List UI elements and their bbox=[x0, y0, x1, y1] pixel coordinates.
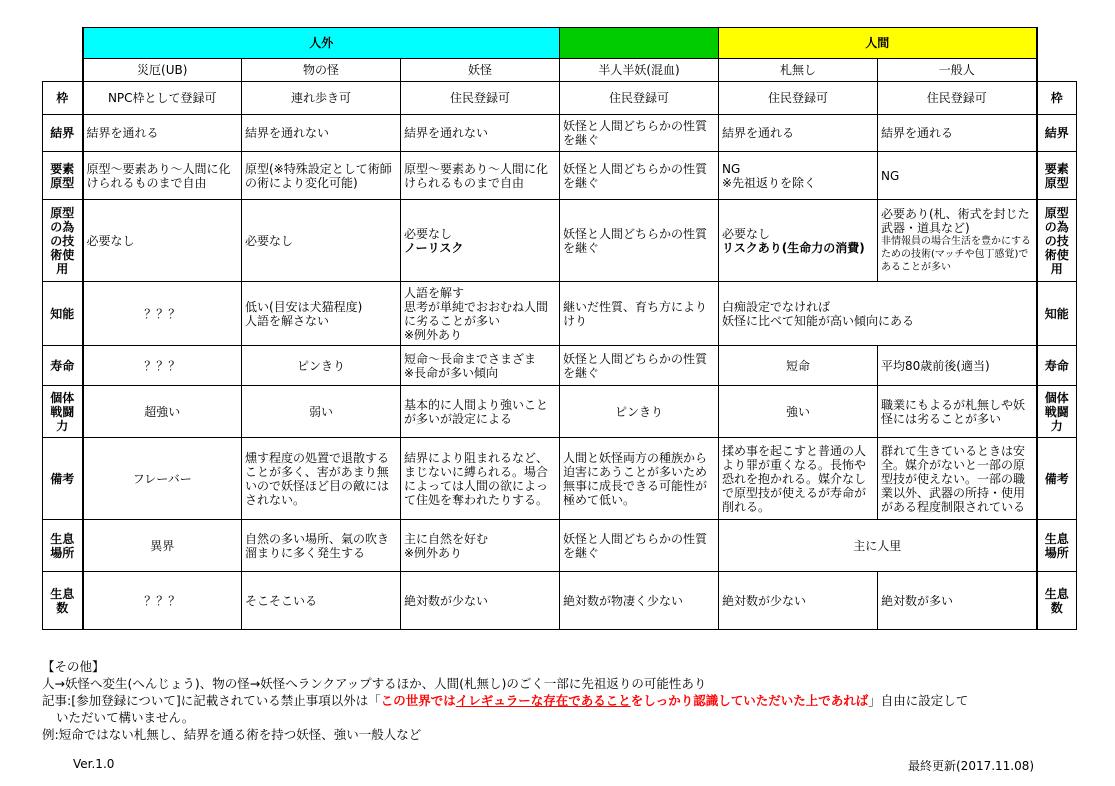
column-header-row bbox=[43, 59, 1077, 82]
cell: 職業にもよるが札無しや妖怪には劣ることが多い bbox=[878, 386, 1037, 438]
row-seisoku bbox=[43, 520, 1077, 572]
cell: 絶対数が物凄く少ない bbox=[560, 572, 719, 630]
row-label-kekkai-right: 結界 bbox=[1037, 115, 1077, 152]
cell-line: 主に自然を好む bbox=[404, 531, 489, 546]
version-label: Ver.1.0 bbox=[73, 757, 115, 771]
notes-warning: をしっかり認識していただいた上であれば bbox=[630, 693, 869, 708]
notes-line: いただいて構いません。 bbox=[56, 710, 195, 725]
cell: ピンきり bbox=[560, 386, 719, 438]
cell: 住民登録可 bbox=[719, 82, 878, 115]
notes-heading: 【その他】 bbox=[42, 659, 105, 674]
cell-line: ※例外あり bbox=[404, 327, 463, 342]
cell: ピンきり bbox=[242, 346, 401, 386]
cell-ippan-gijutsu bbox=[878, 200, 1037, 282]
row-label-sentou-left: 個体戦闘力 bbox=[43, 386, 83, 438]
cell-line: 妖怪に比べて知能が高い傾向にある bbox=[722, 313, 915, 328]
cell-note: ※先祖返りを除く bbox=[722, 175, 817, 190]
cell-bold: リスクあり(生命力の消費) bbox=[722, 240, 865, 255]
cell: 強い bbox=[719, 386, 878, 438]
cell-fudanashi-genkei bbox=[719, 152, 878, 200]
row-label-jumyou-left: 寿命 bbox=[43, 346, 83, 386]
row-label-kazu-right: 生息数 bbox=[1037, 572, 1077, 630]
cell: 結界を通れない bbox=[242, 115, 401, 152]
cell: 主に人里 bbox=[719, 520, 1037, 572]
row-label-bikou-right: 備考 bbox=[1037, 438, 1077, 520]
cell: 必要なし bbox=[83, 200, 242, 282]
row-label-waku-right: 枠 bbox=[1037, 82, 1077, 115]
notes-warning-underlined: イレギュラーな存在であること bbox=[455, 693, 631, 708]
cell: 絶対数が少ない bbox=[719, 572, 878, 630]
row-kazu bbox=[43, 572, 1077, 630]
cell-human-chinou bbox=[719, 282, 1037, 346]
cell: 群れて生きているときは安全。媒介がないと一部の原型技が使えない。一部の職業以外、武器の所持・使用がある程度制限されている bbox=[878, 438, 1037, 520]
species-table bbox=[42, 27, 1077, 630]
cell: 結界を通れる bbox=[83, 115, 242, 152]
cell: 妖怪と人間どちらかの性質を継ぐ bbox=[560, 152, 719, 200]
notes-warning: この世界では bbox=[380, 693, 456, 708]
col-mononoke: 物の怪 bbox=[242, 59, 401, 82]
row-genkei bbox=[43, 152, 1077, 200]
cell: 揉め事を起こすと普通の人より罪が重くなる。長怖や恐れを抱かれる。媒介なしで原型技が使えるが寿命が削れる。 bbox=[719, 438, 878, 520]
cell-youkai-seisoku bbox=[401, 520, 560, 572]
notes-text: 記事:[参加登録について]に記載されている禁止事項以外は「 bbox=[42, 693, 381, 708]
cell: 自然の多い場所、氣の吹き溜まりに多く発生する bbox=[242, 520, 401, 572]
cell-mononoke-chinou bbox=[242, 282, 401, 346]
cell: 住民登録可 bbox=[401, 82, 560, 115]
cell: 絶対数が少ない bbox=[401, 572, 560, 630]
cell-line: NG bbox=[722, 161, 741, 176]
cell-bold: ノーリスク bbox=[404, 240, 464, 255]
row-label-bikou-left: 備考 bbox=[43, 438, 83, 520]
row-label-genkei-left: 要素原型 bbox=[43, 152, 83, 200]
row-label-chinou-right: 知能 bbox=[1037, 282, 1077, 346]
notes-line: 例:短命ではない札無し、結界を通る術を持つ妖怪、強い一般人など bbox=[42, 727, 422, 742]
col-ippan: 一般人 bbox=[878, 59, 1037, 82]
cell: NG bbox=[878, 152, 1037, 200]
row-label-gijutsu-right: 原型の為の技術使用 bbox=[1037, 200, 1077, 282]
cell-line: ※長命が多い傾向 bbox=[404, 365, 499, 380]
row-kekkai bbox=[43, 115, 1077, 152]
cell: 住民登録可 bbox=[560, 82, 719, 115]
cell: ？？？ bbox=[83, 346, 242, 386]
cell: 異界 bbox=[83, 520, 242, 572]
cell-line: 必要あり(札、術式を封じた武器・道具など) bbox=[881, 207, 1030, 235]
row-label-seisoku-left: 生息場所 bbox=[43, 520, 83, 572]
notes-line bbox=[42, 692, 1072, 709]
cell: 結界により阻まれるなど、まじないに縛られる。場合によっては人間の欲によって住処を奪われたりする。 bbox=[401, 438, 560, 520]
row-label-chinou-left: 知能 bbox=[43, 282, 83, 346]
row-label-sentou-right: 個体戦闘力 bbox=[1037, 386, 1077, 438]
col-hanjin: 半人半妖(混血) bbox=[560, 59, 719, 82]
cell-youkai-jumyou bbox=[401, 346, 560, 386]
cell: 超強い bbox=[83, 386, 242, 438]
cell: 短命 bbox=[719, 346, 878, 386]
row-chinou bbox=[43, 282, 1077, 346]
cell: 継いだ性質、育ち方によりけり bbox=[560, 282, 719, 346]
cell: ？？？ bbox=[83, 572, 242, 630]
cell: 妖怪と人間どちらかの性質を継ぐ bbox=[560, 115, 719, 152]
row-sentou bbox=[43, 386, 1077, 438]
cell: 結界を通れる bbox=[719, 115, 878, 152]
cell-small: 非情報員の場合生活を豊かにするための技術(マッチや包丁感覚)であることが多い bbox=[881, 236, 1031, 273]
cell: 基本的に人間より強いことが多いが設定による bbox=[401, 386, 560, 438]
cell-youkai-gijutsu bbox=[401, 200, 560, 282]
cell-line: 低い(目安は犬猫程度) bbox=[245, 299, 363, 314]
cell: 必要なし bbox=[242, 200, 401, 282]
col-youkai: 妖怪 bbox=[401, 59, 560, 82]
row-label-waku-left: 枠 bbox=[43, 82, 83, 115]
cell: 住民登録可 bbox=[878, 82, 1037, 115]
cell: 妖怪と人間どちらかの性質を継ぐ bbox=[560, 200, 719, 282]
cell: 絶対数が多い bbox=[878, 572, 1037, 630]
row-label-kazu-left: 生息数 bbox=[43, 572, 83, 630]
cell: 結界を通れない bbox=[401, 115, 560, 152]
cell: そこそこいる bbox=[242, 572, 401, 630]
group-ningen: 人間 bbox=[719, 28, 1037, 59]
group-youkai: 人外 bbox=[83, 28, 560, 59]
row-label-seisoku-right: 生息場所 bbox=[1037, 520, 1077, 572]
cell-line: 人語を解さない bbox=[245, 313, 330, 328]
cell-line: 白痴設定でなければ bbox=[722, 299, 831, 314]
row-waku bbox=[43, 82, 1077, 115]
notes-section bbox=[42, 658, 1072, 743]
spec-sheet bbox=[42, 27, 1077, 630]
row-label-kekkai-left: 結界 bbox=[43, 115, 83, 152]
row-bikou bbox=[43, 438, 1077, 520]
cell-youkai-chinou bbox=[401, 282, 560, 346]
cell: NPC枠として登録可 bbox=[83, 82, 242, 115]
row-label-genkei-right: 要素原型 bbox=[1037, 152, 1077, 200]
row-label-jumyou-right: 寿命 bbox=[1037, 346, 1077, 386]
row-label-gijutsu-left: 原型の為の技術使用 bbox=[43, 200, 83, 282]
row-jumyou bbox=[43, 346, 1077, 386]
cell-line: 思考が単純でおおむね人間に劣ることが多い bbox=[404, 299, 549, 328]
last-updated: 最終更新(2017.11.08) bbox=[908, 759, 1035, 773]
cell-line: 必要なし bbox=[404, 226, 453, 241]
cell: 妖怪と人間どちらかの性質を継ぐ bbox=[560, 520, 719, 572]
row-gijutsu bbox=[43, 200, 1077, 282]
cell: 原型(※特殊設定として術師の術により変化可能) bbox=[242, 152, 401, 200]
notes-text: 」自由に設定して bbox=[868, 693, 969, 708]
cell: ？？？ bbox=[83, 282, 242, 346]
cell: 燻す程度の処置で退散することが多く、害があまり無いので妖怪ほど目の敵にはされない。 bbox=[242, 438, 401, 520]
cell: 原型～要素あり～人間に化けられるものまで自由 bbox=[83, 152, 242, 200]
cell: 妖怪と人間どちらかの性質を継ぐ bbox=[560, 346, 719, 386]
cell: フレーバー bbox=[83, 438, 242, 520]
cell: 結界を通れる bbox=[878, 115, 1037, 152]
cell-line: 必要なし bbox=[722, 226, 771, 241]
cell: 原型～要素あり～人間に化けられるものまで自由 bbox=[401, 152, 560, 200]
cell-fudanashi-gijutsu bbox=[719, 200, 878, 282]
cell: 弱い bbox=[242, 386, 401, 438]
group-header-row bbox=[43, 28, 1077, 59]
cell: 人間と妖怪両方の種族から迫害にあうことが多いため無事に成長できる可能性が極めて低い。 bbox=[560, 438, 719, 520]
cell: 連れ歩き可 bbox=[242, 82, 401, 115]
col-fudanashi: 札無し bbox=[719, 59, 878, 82]
cell: 平均80歳前後(適当) bbox=[878, 346, 1037, 386]
cell-line: ※例外あり bbox=[404, 545, 463, 560]
cell-line: 人語を解す bbox=[404, 285, 465, 300]
notes-line: 人→妖怪へ変生(へんじょう)、物の怪→妖怪へランクアップするほか、人間(札無し)のごく一部に先祖返りの可能性あり bbox=[42, 676, 707, 691]
cell-line: 短命～長命までさまざま bbox=[404, 351, 537, 366]
col-saiyaku: 災厄(UB) bbox=[83, 59, 242, 82]
group-hanjin bbox=[560, 28, 719, 59]
